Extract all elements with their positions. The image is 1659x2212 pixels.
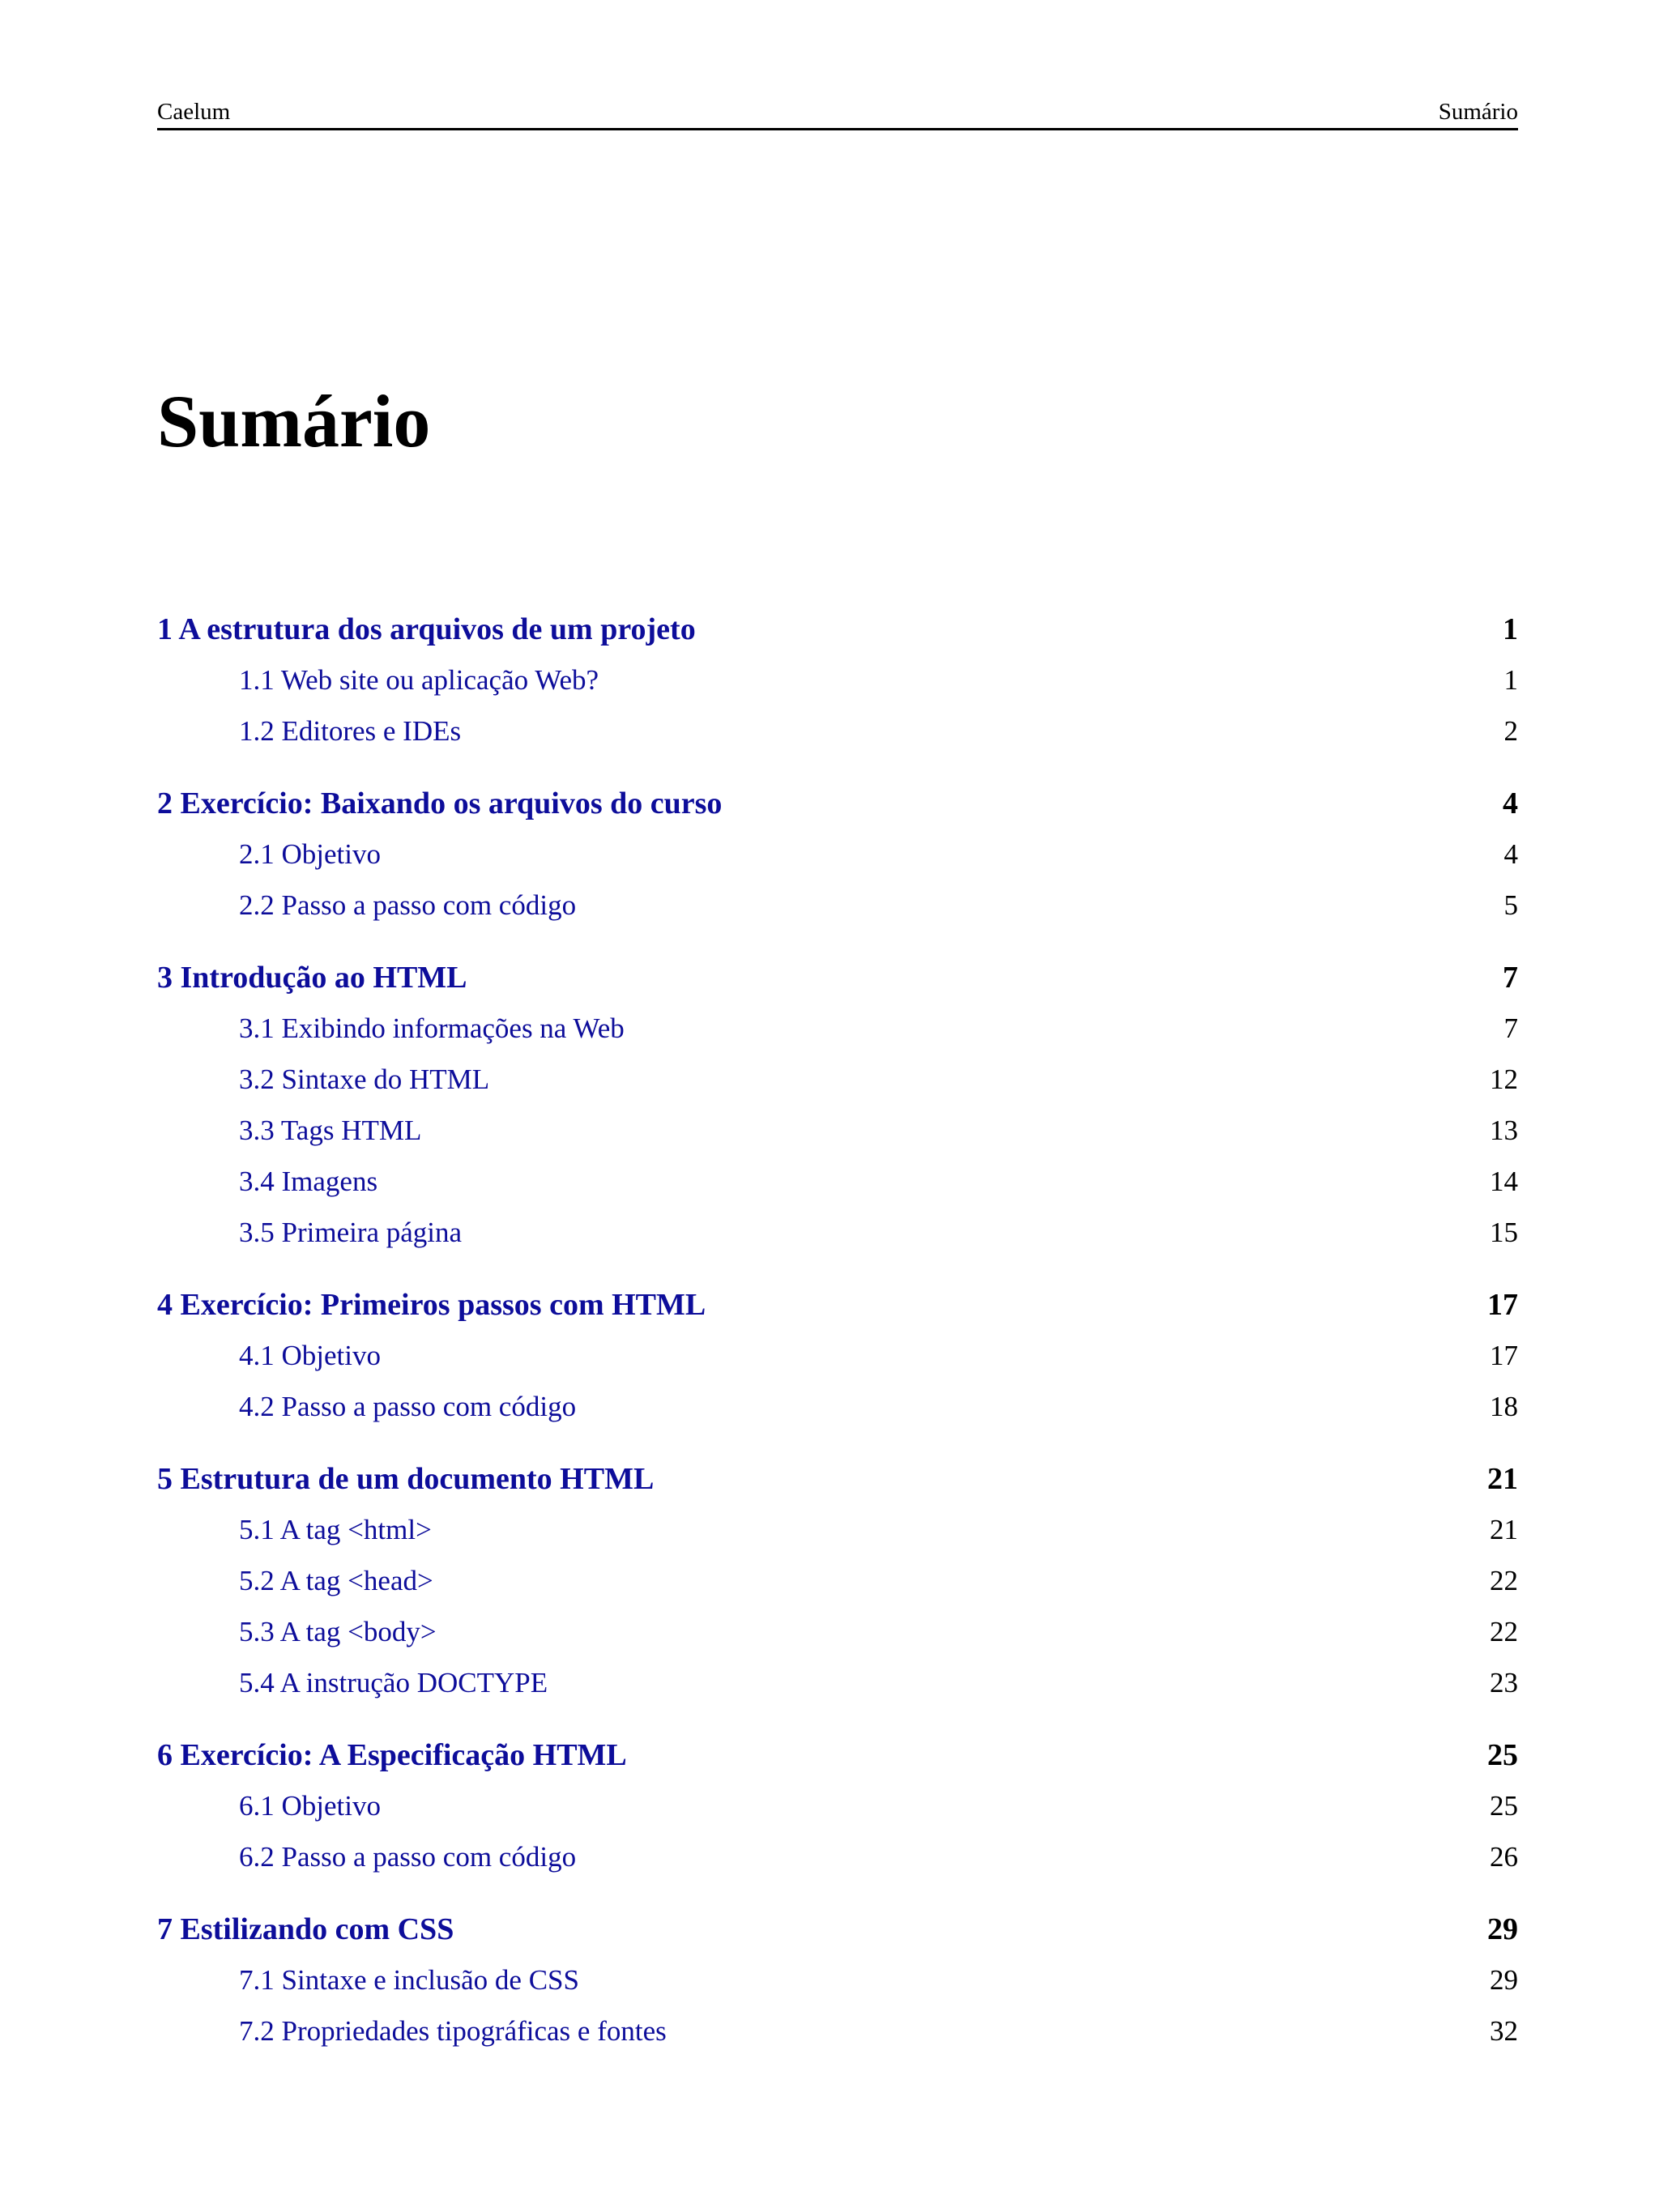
toc-section-link[interactable]: 5.2 A tag <head>: [239, 1565, 433, 1596]
toc-page-number: 13: [1490, 1115, 1518, 1146]
toc-page-number: 25: [1487, 1738, 1518, 1772]
toc-page-number: 17: [1490, 1340, 1518, 1371]
toc-page-number: 7: [1503, 961, 1518, 995]
toc-chapter-link[interactable]: 5 Estrutura de um documento HTML: [157, 1462, 655, 1496]
toc-page-number: 21: [1487, 1462, 1518, 1496]
toc-section-link[interactable]: 5.3 A tag <body>: [239, 1616, 437, 1647]
toc-section-row: [157, 1954, 1518, 2005]
toc-page-number: 12: [1490, 1063, 1518, 1095]
toc-section-row: [157, 1207, 1518, 1258]
header-section-name: Sumário: [1438, 99, 1518, 125]
toc-chapter-link[interactable]: 7 Estilizando com CSS: [157, 1912, 454, 1946]
toc-section-row: [157, 1504, 1518, 1555]
header-book-name: Caelum: [157, 99, 231, 125]
toc-page-number: 26: [1490, 1841, 1518, 1873]
toc-page-number: 14: [1490, 1166, 1518, 1197]
toc-section-row: [157, 654, 1518, 705]
toc-section-row: [157, 1555, 1518, 1606]
toc-section-link[interactable]: 3.4 Imagens: [239, 1166, 378, 1197]
toc-section-row: [157, 1381, 1518, 1432]
toc-page-number: 22: [1490, 1616, 1518, 1647]
toc-chapter-row: [157, 778, 1518, 829]
toc-page-number: 17: [1487, 1288, 1518, 1322]
toc-chapter-row: [157, 1730, 1518, 1780]
toc-section-row: [157, 2005, 1518, 2056]
toc-chapter-row: [157, 1280, 1518, 1330]
toc-page-number: 23: [1490, 1667, 1518, 1698]
page-title: Sumário: [157, 380, 431, 462]
toc-page-number: 18: [1490, 1391, 1518, 1422]
table-of-contents: [157, 604, 1518, 2078]
toc-section-row: [157, 1105, 1518, 1156]
toc-page-number: 4: [1503, 838, 1518, 870]
toc-section-link[interactable]: 3.3 Tags HTML: [239, 1115, 422, 1146]
toc-section-row: [157, 1780, 1518, 1831]
toc-section-link[interactable]: 1.2 Editores e IDEs: [239, 715, 462, 747]
toc-chapter-row: [157, 953, 1518, 1003]
toc-chapter-link[interactable]: 3 Introdução ao HTML: [157, 961, 467, 995]
toc-section-link[interactable]: 6.2 Passo a passo com código: [239, 1841, 577, 1873]
toc-section-link[interactable]: 7.1 Sintaxe e inclusão de CSS: [239, 1964, 579, 1996]
toc-page-number: 1: [1503, 664, 1518, 696]
toc-chapter: [157, 1454, 1518, 1708]
toc-page-number: 1: [1503, 612, 1518, 646]
toc-section-link[interactable]: 4.2 Passo a passo com código: [239, 1391, 577, 1422]
toc-page-number: 7: [1503, 1012, 1518, 1044]
toc-section-link[interactable]: 1.1 Web site ou aplicação Web?: [239, 664, 599, 696]
toc-chapter-link[interactable]: 2 Exercício: Baixando os arquivos do curso: [157, 786, 723, 820]
toc-section-row: [157, 1330, 1518, 1381]
toc-page-number: 32: [1490, 2015, 1518, 2047]
toc-chapter: [157, 604, 1518, 757]
toc-section-link[interactable]: 7.2 Propriedades tipográficas e fontes: [239, 2015, 667, 2047]
toc-section-row: [157, 1657, 1518, 1708]
toc-chapter-link[interactable]: 4 Exercício: Primeiros passos com HTML: [157, 1288, 706, 1322]
toc-chapter-row: [157, 604, 1518, 654]
toc-page-number: 29: [1490, 1964, 1518, 1996]
toc-page-number: 15: [1490, 1217, 1518, 1248]
running-header: [157, 96, 1518, 130]
toc-section-link[interactable]: 2.2 Passo a passo com código: [239, 889, 577, 921]
toc-section-row: [157, 1054, 1518, 1105]
toc-section-link[interactable]: 3.1 Exibindo informações na Web: [239, 1012, 625, 1044]
toc-chapter: [157, 778, 1518, 931]
toc-section-link[interactable]: 5.1 A tag <html>: [239, 1514, 432, 1545]
toc-page-number: 2: [1503, 715, 1518, 747]
toc-page-number: 25: [1490, 1790, 1518, 1822]
toc-page-number: 22: [1490, 1565, 1518, 1596]
toc-chapter-row: [157, 1904, 1518, 1954]
toc-section-link[interactable]: 5.4 A instrução DOCTYPE: [239, 1667, 548, 1698]
toc-page-number: 5: [1503, 889, 1518, 921]
toc-section-row: [157, 880, 1518, 931]
toc-section-row: [157, 1606, 1518, 1657]
toc-chapter: [157, 1904, 1518, 2056]
toc-section-link[interactable]: 3.5 Primeira página: [239, 1217, 463, 1248]
toc-section-link[interactable]: 4.1 Objetivo: [239, 1340, 381, 1371]
toc-chapter: [157, 1730, 1518, 1882]
toc-chapter: [157, 1280, 1518, 1432]
toc-section-link[interactable]: 3.2 Sintaxe do HTML: [239, 1063, 490, 1095]
toc-section-row: [157, 829, 1518, 880]
toc-section-row: [157, 705, 1518, 757]
toc-chapter-link[interactable]: 6 Exercício: A Especificação HTML: [157, 1738, 627, 1772]
toc-chapter-link[interactable]: 1 A estrutura dos arquivos de um projeto: [157, 612, 696, 646]
toc-section-row: [157, 1003, 1518, 1054]
toc-section-row: [157, 1831, 1518, 1882]
toc-page-number: 29: [1487, 1912, 1518, 1946]
toc-section-row: [157, 1156, 1518, 1207]
toc-page-number: 4: [1503, 786, 1518, 820]
toc-section-link[interactable]: 6.1 Objetivo: [239, 1790, 381, 1822]
toc-chapter: [157, 953, 1518, 1258]
toc-section-link[interactable]: 2.1 Objetivo: [239, 838, 381, 870]
toc-chapter-row: [157, 1454, 1518, 1504]
toc-page-number: 21: [1490, 1514, 1518, 1545]
